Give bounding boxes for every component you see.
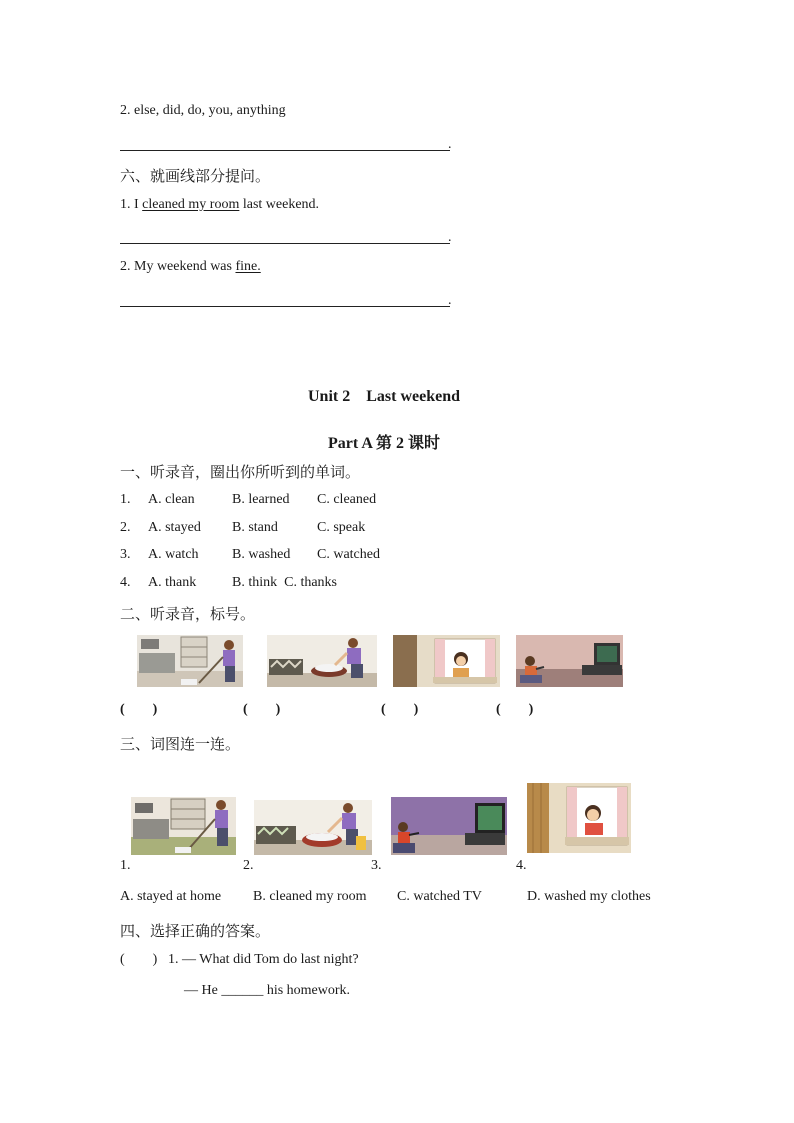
option-b[interactable]: B. think C. thanks <box>232 575 338 590</box>
option-b[interactable]: B. washed <box>232 547 291 562</box>
watching-tv-picture <box>516 635 623 687</box>
option-a[interactable]: A. thank <box>148 575 197 590</box>
picture-number: 1. <box>120 858 131 873</box>
answer-line[interactable] <box>120 243 450 244</box>
reorder-q2: 2. else, did, do, you, anything <box>120 103 286 118</box>
section4-heading: 四、选择正确的答案。 <box>120 922 271 940</box>
answer-line[interactable] <box>120 306 450 307</box>
option-b[interactable]: B. stand <box>232 520 278 535</box>
match-option-b[interactable]: B. cleaned my room <box>253 889 367 904</box>
picture-number: 4. <box>516 858 527 873</box>
option-a[interactable]: A. watch <box>148 547 199 562</box>
q1-suffix: last weekend. <box>239 197 320 212</box>
section1-heading: 一、听录音，圈出你所听到的单词。 <box>120 463 361 481</box>
question-answer-blank: — He ______ his homework. <box>184 983 351 998</box>
answer-bracket[interactable]: ( ) <box>120 952 158 967</box>
watching-tv-picture <box>391 797 507 855</box>
option-a[interactable]: A. clean <box>148 492 195 507</box>
question-text: 1. — What did Tom do last night? <box>168 952 359 967</box>
period: . <box>448 137 452 152</box>
option-c[interactable]: C. cleaned <box>317 492 377 507</box>
section6-heading: 六、就画线部分提问。 <box>120 167 271 185</box>
section3-heading: 三、词图连一连。 <box>120 735 241 753</box>
washing-clothes-picture <box>254 800 372 855</box>
item-number: 3. <box>120 547 131 562</box>
stayed-at-home-picture <box>393 635 500 687</box>
item-number: 2. <box>120 520 131 535</box>
match-option-d[interactable]: D. washed my clothes <box>527 889 651 904</box>
option-b[interactable]: B. learned <box>232 492 290 507</box>
section6-q1 <box>120 197 319 213</box>
option-c[interactable]: C. watched <box>317 547 380 562</box>
washing-clothes-picture <box>267 635 377 687</box>
cleaning-room-picture <box>137 635 243 687</box>
cleaning-room-picture <box>131 797 236 855</box>
unit-subtitle: Part A 第 2 课时 <box>328 435 440 452</box>
match-option-c[interactable]: C. watched TV <box>397 889 482 904</box>
item-number: 1. <box>120 492 131 507</box>
answer-bracket[interactable]: ( ) <box>496 702 534 717</box>
q1-prefix: 1. I <box>120 197 143 212</box>
stayed-at-home-picture <box>527 783 631 853</box>
match-option-a[interactable]: A. stayed at home <box>120 889 222 904</box>
picture-number: 3. <box>371 858 382 873</box>
period: . <box>448 293 452 308</box>
option-c[interactable]: C. speak <box>317 520 366 535</box>
section2-heading: 二、听录音，标号。 <box>120 605 256 623</box>
answer-bracket[interactable]: ( ) <box>381 702 419 717</box>
answer-line[interactable] <box>120 150 450 151</box>
answer-bracket[interactable]: ( ) <box>120 702 158 717</box>
q2-prefix: 2. My weekend was <box>120 259 236 274</box>
section6-q2 <box>120 259 261 275</box>
unit-title: Unit 2 Last weekend <box>308 388 461 405</box>
answer-bracket[interactable]: ( ) <box>243 702 281 717</box>
option-a[interactable]: A. stayed <box>148 520 201 535</box>
item-number: 4. <box>120 575 131 590</box>
picture-number: 2. <box>243 858 254 873</box>
period: . <box>448 230 452 245</box>
q1-underlined: cleaned my room <box>142 197 240 212</box>
q2-underlined: fine. <box>235 259 261 274</box>
